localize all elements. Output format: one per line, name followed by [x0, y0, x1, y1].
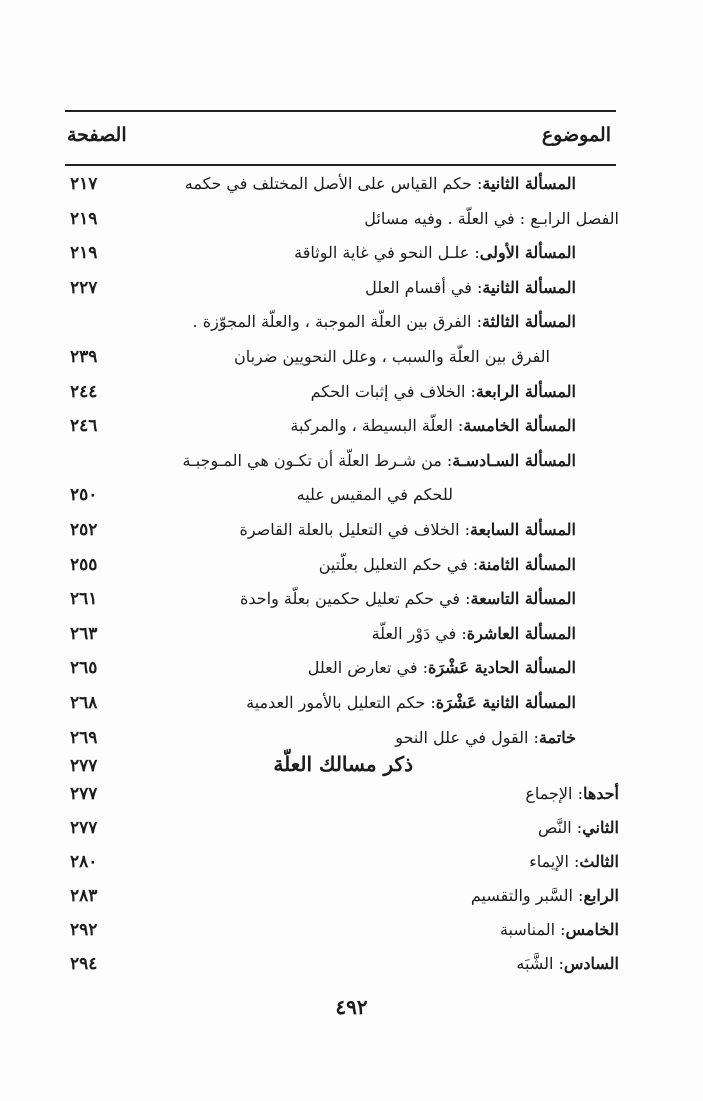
- entry-title: : القول في علل النحو: [395, 727, 539, 747]
- entry-label: المسألة الثالثة: [481, 312, 576, 332]
- entry-title: : حكم القياس على الأصل المختلف في حكمه: [184, 174, 483, 193]
- entry-text: [538, 818, 619, 837]
- entry-text: [364, 209, 619, 228]
- entry-page: ٢٤٤: [70, 381, 98, 402]
- entry-page: ٢٨٣: [70, 886, 98, 906]
- entry-title: : في تعارض العلل: [307, 658, 428, 678]
- entry-label: خاتمة: [538, 727, 576, 747]
- entry-page: ٢١٧: [70, 174, 98, 194]
- toc-row: [0, 481, 703, 515]
- entry-label: المسألة التاسعة: [470, 589, 576, 609]
- entry-page: ٢٦٣: [70, 623, 98, 644]
- toc-row: [0, 274, 703, 308]
- entry-text: [246, 693, 576, 712]
- entry-label: المسألة الثامنة: [478, 554, 576, 574]
- toc-row: [0, 343, 703, 377]
- entry-label: الخامس: [565, 920, 619, 939]
- entry-page: ٢٦١: [70, 589, 98, 610]
- entry-text: [372, 624, 576, 643]
- toc-row: [0, 412, 703, 446]
- entry-page: ٢١٩: [70, 208, 98, 229]
- entry-title: : في حكم تعليل حكمين بعلّة واحدة: [239, 589, 471, 609]
- entry-page: ٢٨٠: [70, 852, 98, 872]
- entry-title: : الخلاف في إثبات الحكم: [310, 381, 476, 401]
- entry-page: ٢٧٧: [70, 784, 98, 804]
- entry-text: [294, 243, 576, 262]
- entry-title: : من شـرط العلّة أن تكـون هي المـوجبـة: [182, 450, 453, 470]
- toc-row: [0, 689, 703, 723]
- entry-label: الرابع: [583, 886, 619, 905]
- entry-title: : الإجماع: [525, 784, 583, 803]
- entry-title: : العلّة البسيطة ، والمركبة: [290, 416, 464, 436]
- entry-label: الثالث: [579, 852, 619, 871]
- entry-label: المسألة السابعة: [470, 520, 576, 539]
- toc-row: [0, 780, 703, 814]
- toc-row: [0, 551, 703, 585]
- toc-row: [0, 308, 703, 342]
- toc-row: [0, 516, 703, 550]
- entry-title: الفرق بين العلّة والسبب ، وعلل النحويين ضربان: [233, 347, 550, 366]
- toc-row: [0, 620, 703, 654]
- entry-text: [297, 485, 453, 504]
- entry-title: : في دَوْر العلّة: [371, 623, 467, 643]
- entry-text: [240, 589, 576, 608]
- section-title: ذكر مسالك العلّة: [273, 752, 413, 776]
- section-page: ٢٧٧: [70, 756, 98, 776]
- entry-title: : الإيماء: [529, 852, 580, 871]
- entry-title: الفصل الرابـع : في العلّة . وفيه مسائل: [364, 208, 619, 228]
- entry-label: المسألة الحادية عَشْرَة: [427, 658, 576, 678]
- toc-row: [0, 585, 703, 619]
- entry-page: ٢٤٦: [70, 416, 98, 437]
- entry-title: : حكم التعليل بالأمور العدمية: [246, 693, 436, 712]
- entry-page: ٢١٩: [70, 243, 98, 264]
- page-heading: الصفحة: [67, 124, 127, 146]
- page-number: ٤٩٢: [335, 995, 368, 1019]
- topic-heading: الموضوع: [541, 124, 611, 146]
- entry-label: الثاني: [582, 818, 619, 837]
- entry-text: [471, 886, 619, 905]
- entry-label: المسألة الثانية: [482, 174, 576, 193]
- entry-title: : في أقسام العلل: [365, 277, 483, 297]
- entry-title: : المناسبة: [499, 920, 566, 939]
- toc-row: [0, 447, 703, 481]
- entry-label: المسألة الخامسة: [463, 416, 576, 436]
- entry-text: [516, 954, 619, 973]
- entry-page: ٢٧٧: [70, 818, 98, 838]
- entry-page: ٢٩٢: [70, 920, 98, 940]
- entry-page: ٢٣٩: [70, 347, 98, 367]
- entry-text: [308, 658, 576, 677]
- entry-title: : السَّبر والتقسيم: [470, 886, 584, 905]
- entry-text: [234, 347, 550, 366]
- entry-title: للحكم في المقيس عليه: [296, 485, 453, 505]
- entry-page: ٢٦٨: [70, 693, 98, 713]
- toc-row: [0, 814, 703, 848]
- entry-text: [529, 852, 619, 871]
- entry-page: ٢٦٩: [70, 727, 98, 748]
- entry-title: : في حكم التعليل بعلّتين: [318, 554, 479, 574]
- entry-label: المسألة الثانية عَشْرَة: [435, 693, 576, 712]
- toc-row: [0, 848, 703, 882]
- entry-label: المسألة الرابعة: [475, 381, 576, 401]
- entry-label: السادس: [563, 954, 619, 973]
- entry-text: [500, 920, 619, 939]
- entry-title: : الفرق بين العلّة الموجبة ، والعلّة المجوّزة .: [192, 312, 482, 332]
- entry-text: [290, 416, 576, 435]
- entry-label: المسألة الأولى: [479, 243, 576, 263]
- entry-page: ٢٥٢: [70, 520, 98, 540]
- entry-label: المسألة السـادسـة: [452, 450, 576, 470]
- toc-row: [0, 916, 703, 950]
- entry-title: : الشَّبَه: [516, 954, 564, 973]
- toc-row: [0, 170, 703, 204]
- toc-row: [0, 378, 703, 412]
- entry-text: [239, 520, 576, 539]
- entry-text: [182, 451, 576, 470]
- entry-page: ٢٩٤: [70, 954, 98, 974]
- entry-text: [365, 278, 576, 297]
- toc-row: [0, 950, 703, 984]
- toc-row: [0, 882, 703, 916]
- entry-page: ٢٥٥: [70, 554, 98, 575]
- toc-row: [0, 654, 703, 688]
- entry-title: : الخلاف في التعليل بالعلة القاصرة: [239, 520, 471, 539]
- entry-title: : النَّص: [537, 818, 583, 837]
- entry-page: ٢٦٥: [70, 658, 98, 679]
- toc-header: [65, 110, 616, 166]
- entry-title: : علـل النحو في غاية الوثاقة: [294, 243, 480, 263]
- entry-text: [319, 555, 576, 574]
- toc-row: [0, 205, 703, 239]
- entry-text: [525, 784, 619, 803]
- entry-page: ٢٢٧: [70, 277, 98, 298]
- entry-text: [185, 174, 576, 193]
- entry-text: [311, 382, 576, 401]
- entry-page: ٢٥٠: [70, 485, 98, 506]
- entry-label: المسألة الثانية: [482, 277, 576, 297]
- entry-text: [395, 728, 576, 747]
- entry-text: [193, 312, 576, 331]
- entry-label: المسألة العاشرة: [466, 623, 576, 643]
- toc-row: [0, 239, 703, 273]
- entry-label: أحدها: [582, 784, 619, 803]
